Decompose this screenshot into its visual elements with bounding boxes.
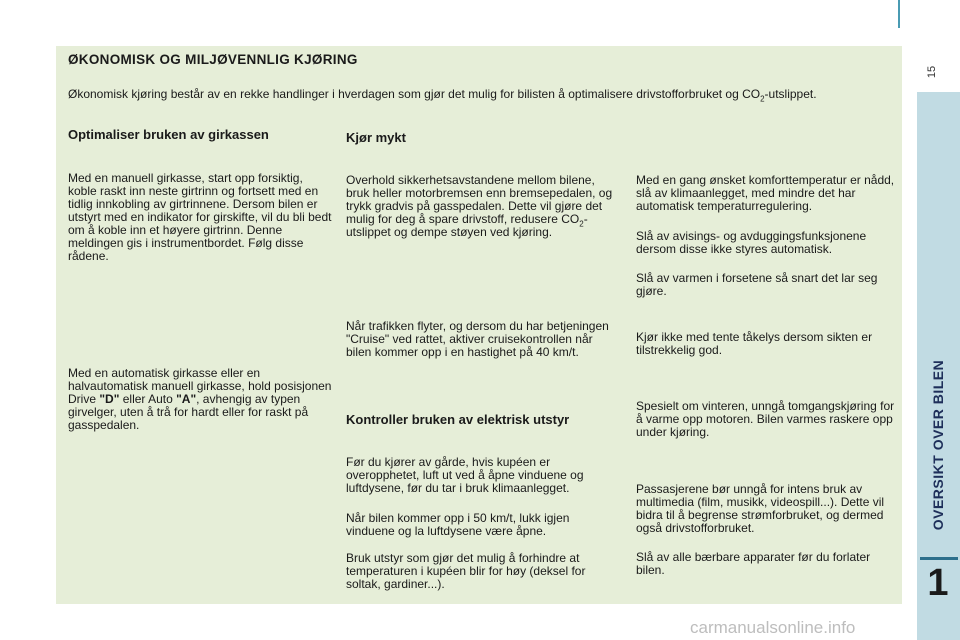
chapter-divider — [920, 557, 958, 560]
heading-gearbox: Optimaliser bruken av girkassen — [68, 127, 269, 142]
top-accent-line — [898, 0, 900, 28]
page-number: 15 — [926, 65, 938, 79]
seat-heating-paragraph: Slå av varmen i forsetene så snart det lar seg gjøre. — [636, 271, 878, 298]
heading-drive-smooth: Kjør mykt — [346, 130, 406, 145]
drive-smooth-paragraph: Overhold sikkerhetsavstandene mellom bilene, bruk heller motorbremsen enn bremsepedalen, og trykk gradvis på gasspedalen. Dette vil gjøre det mulig for deg å spare drivstoff, redusere $CO_2$-utslippet og dempe støyen ved kjøring. — [346, 173, 613, 239]
defrost-paragraph: Slå av avisings- og avduggingsfunksjonene dersom disse ikke styres automatisk. — [636, 229, 867, 256]
climate-control-paragraph: Med en gang ønsket komforttemperatur er nådd, slå av klimaanlegget, med mindre det har automatisk temperaturregulering. — [636, 173, 895, 213]
fog-lights-paragraph: Kjør ikke med tente tåkelys dersom sikten er tilstrekkelig god. — [636, 330, 873, 357]
idling-paragraph: Spesielt om vinteren, unngå tomgangskjøring for å varme opp motoren. Bilen varmes raskere opp under kjøring. — [636, 399, 895, 439]
gearbox-manual-paragraph: Med en manuell girkasse, start opp forsiktig, koble raskt inn neste girtrinn og fortsett med en tidlig innkobling av girtrinnene. Dersom bilen er utstyrt med en indikator for girskifte, vil du bli bedt om å koble inn et høyere girtrinn. Denne meldingen gis i instrumentbordet. Følg disse rådene. — [68, 171, 332, 263]
section-title: ØKONOMISK OG MILJØVENNLIG KJØRING — [68, 52, 358, 67]
section-intro: Økonomisk kjøring består av en rekke handlinger i hverdagen som gjør det mulig for bilisten å optimalisere drivstofforbruket og $CO_2$-utslippet. — [68, 87, 817, 104]
gearbox-automatic-paragraph: Med en automatisk girkasse eller en halvautomatisk manuell girkasse, hold posisjonen Drive "D" eller Auto "A", avhengig av typen girvelger, uten å trå for hardt eller for raskt på gasspedalen. — [68, 366, 332, 432]
cruise-control-paragraph: Når trafikken flyter, og dersom du har betjeningen "Cruise" ved rattet, aktiver cruisekontrollen når bilen kommer opp i en hastighet på 40 km/t. — [346, 319, 609, 359]
multimedia-paragraph: Passasjerene bør unngå for intens bruk av multimedia (film, musikk, videospill...). Dette vil bidra til å begrense strømforbruket, og dermed også drivstofforbruket. — [636, 482, 885, 535]
sun-protection-paragraph: Bruk utstyr som gjør det mulig å forhindre at temperaturen i kupéen blir for høy (deksel for soltak, gardiner...). — [346, 551, 586, 591]
heading-electrical-equipment: Kontroller bruken av elektrisk utstyr — [346, 412, 570, 427]
ventilation-paragraph: Før du kjører av gårde, hvis kupéen er overopphetet, luft ut ved å åpne vinduene og luftdysene, før du tar i bruk klimaanlegget. — [346, 455, 584, 495]
watermark: carmanualsonline.info — [690, 618, 856, 637]
portable-devices-paragraph: Slå av alle bærbare apparater før du forlater bilen. — [636, 550, 871, 577]
windows-paragraph: Når bilen kommer opp i 50 km/t, lukk igjen vinduene og la luftdysene være åpne. — [346, 511, 570, 538]
chapter-title: OVERSIKT OVER BILEN — [930, 359, 946, 531]
chapter-number: 1 — [927, 562, 949, 604]
